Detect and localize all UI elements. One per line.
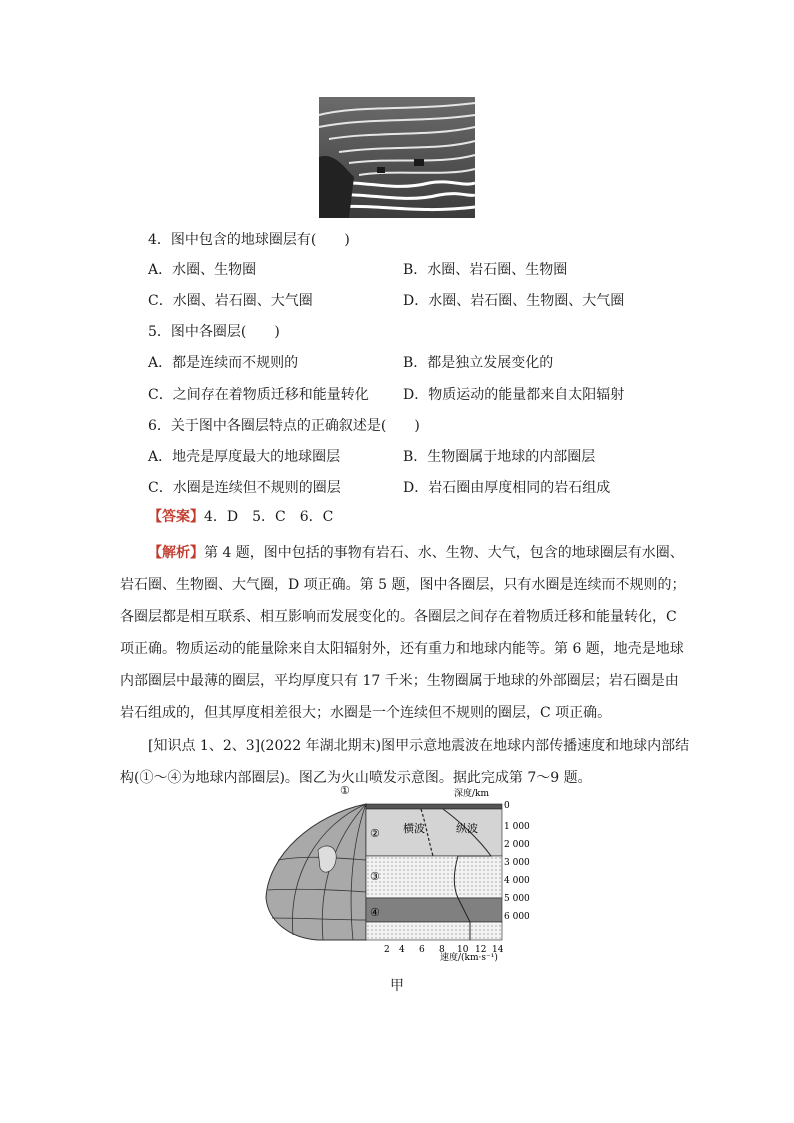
layer-label-3: ③ <box>370 870 380 883</box>
svg-text:6 000: 6 000 <box>504 912 530 922</box>
analysis-tag: 【解析】 <box>148 545 204 561</box>
question-5-option-a: A．都是连续而不规则的 <box>148 355 299 371</box>
answer-text: 4．D 5．C 6．C <box>204 509 334 525</box>
svg-text:0: 0 <box>504 801 510 811</box>
svg-text:12: 12 <box>475 945 487 955</box>
analysis-line-1: 【解析】第 4 题，图中包括的事物有岩石、水、生物、大气，包含的地球圈层有水圈、 <box>148 545 684 561</box>
intro-line-2: 构(①～④为地球内部圈层)。图乙为火山喷发示意图。据此完成第 7～9 题。 <box>120 770 592 786</box>
question-6-option-b: B．生物圈属于地球的内部圈层 <box>403 449 596 465</box>
question-5-stem: 5．图中各圈层( ) <box>148 324 280 340</box>
analysis-line-6: 岩石组成的，但其厚度相差很大；水圈是一个连续但不规则的圈层，C 项正确。 <box>120 705 612 721</box>
svg-text:3 000: 3 000 <box>504 858 530 868</box>
svg-text:6: 6 <box>419 945 425 955</box>
analysis-line-2: 岩石圈、生物圈、大气圈，D 项正确。第 5 题，图中各圈层，只有水圈是连续而不规则的； <box>120 577 686 593</box>
svg-text:2: 2 <box>384 945 390 955</box>
layer-label-4: ④ <box>370 906 380 919</box>
terrace-photo <box>319 97 475 218</box>
p-wave-label: 纵波 <box>456 822 478 835</box>
speed-axis-label: 速度/(km·s⁻¹) <box>440 953 498 963</box>
question-6-stem: 6．关于图中各圈层特点的正确叙述是( ) <box>148 418 420 434</box>
figure-caption: 甲 <box>390 978 404 994</box>
question-5-option-b: B．都是独立发展变化的 <box>403 355 554 371</box>
svg-text:8: 8 <box>439 945 445 955</box>
question-6-option-c: C．水圈是连续但不规则的圈层 <box>148 480 341 496</box>
analysis-line-4: 项正确。物质运动的能量除来自太阳辐射外，还有重力和地球内能等。第 6 题，地壳是地球 <box>120 641 684 657</box>
question-6-option-d: D．岩石圈由厚度相同的岩石组成 <box>403 480 611 496</box>
question-4-stem: 4．图中包含的地球圈层有( ) <box>148 232 350 248</box>
analysis-line-3: 各圈层都是相互联系、相互影响而发展变化的。各圈层之间存在着物质迁移和能量转化，C <box>120 609 677 625</box>
svg-text:5 000: 5 000 <box>504 894 530 904</box>
analysis-line-5: 内部圈层中最薄的圈层，平均厚度只有 17 千米；生物圈属于地球的外部圈层；岩石圈是由 <box>120 673 679 689</box>
svg-text:4 000: 4 000 <box>504 876 530 886</box>
svg-text:1 000: 1 000 <box>504 822 530 832</box>
svg-text:2 000: 2 000 <box>504 840 530 850</box>
depth-axis-label: 深度/km <box>454 789 490 799</box>
svg-text:14: 14 <box>492 945 504 955</box>
question-4-option-d: D．水圈、岩石圈、生物圈、大气圈 <box>403 293 625 309</box>
question-5-option-c: C．之间存在着物质迁移和能量转化 <box>148 387 369 403</box>
intro-line-1: [知识点 1、2、3](2022 年湖北期末)图甲示意地震波在地球内部传播速度和地球内部结 <box>148 738 690 754</box>
layer-label-2: ② <box>370 827 380 840</box>
question-4-option-b: B．水圈、岩石圈、生物圈 <box>403 262 568 278</box>
svg-text:10: 10 <box>457 945 469 955</box>
depth-ticks <box>504 801 530 922</box>
question-6-option-a: A．地壳是厚度最大的地球圈层 <box>148 449 341 465</box>
svg-text:4: 4 <box>399 945 405 955</box>
answer-line <box>148 508 333 526</box>
question-4-option-a: A．水圈、生物圈 <box>148 262 257 278</box>
question-4-option-c: C．水圈、岩石圈、大气圈 <box>148 293 313 309</box>
answer-tag: 【答案】 <box>148 509 204 525</box>
seismic-wave-diagram <box>258 780 530 963</box>
s-wave-label: 横波 <box>403 822 425 835</box>
layer-label-1: ① <box>340 784 350 797</box>
question-5-option-d: D．物质运动的能量都来自太阳辐射 <box>403 387 625 403</box>
